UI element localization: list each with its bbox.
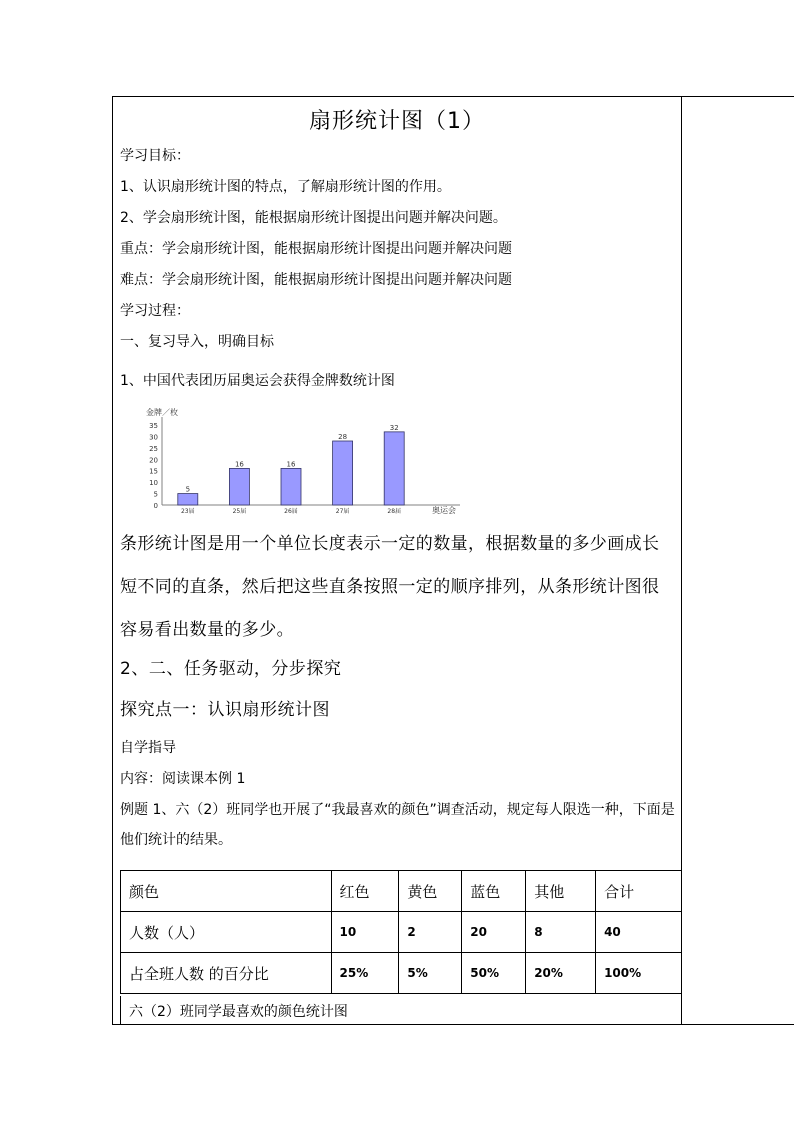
y-tick-label: 30 bbox=[149, 433, 158, 442]
example-text: 例题 1、六（2）班同学也开展了“我最喜欢的颜色”调查活动，规定每人限选一种，下面是他们统计的结果。 bbox=[120, 802, 675, 848]
table-cell: 红色 bbox=[331, 871, 399, 912]
color-survey-table bbox=[120, 870, 682, 994]
gold-medal-bar-chart bbox=[140, 405, 470, 520]
table-cell: 5% bbox=[399, 953, 462, 994]
y-tick-label: 35 bbox=[149, 422, 158, 430]
y-tick-label: 25 bbox=[149, 444, 158, 453]
y-tick-label: 10 bbox=[149, 479, 158, 488]
table-cell: 黄色 bbox=[399, 871, 462, 912]
category-label: 26届 bbox=[284, 508, 298, 515]
table-header-row bbox=[121, 871, 682, 912]
bar bbox=[281, 468, 301, 505]
self-study-heading: 自学指导 bbox=[120, 740, 176, 756]
table-cell: 蓝色 bbox=[462, 871, 526, 912]
pie-chart-caption: 六（2）班同学最喜欢的颜色统计图 bbox=[120, 996, 682, 1025]
table-row bbox=[121, 912, 682, 953]
x-axis-label: 奥运会 bbox=[432, 506, 456, 515]
bar-chart-paragraph: 条形统计图是用一个单位长度表示一定的数量，根据数量的多少画成长短不同的直条，然后把这些直条按照一定的顺序排列，从条形统计图很容易看出数量的多少。 bbox=[120, 534, 660, 640]
category-label: 28届 bbox=[387, 508, 402, 515]
content-line: 内容：阅读课本例 1 bbox=[120, 771, 246, 787]
y-tick-label: 15 bbox=[149, 467, 158, 476]
key-point: 重点：学会扇形统计图，能根据扇形统计图提出问题并解决问题 bbox=[120, 241, 512, 257]
table-cell: 10 bbox=[331, 912, 399, 953]
y-tick-label: 5 bbox=[153, 490, 158, 499]
table-cell: 占全班人数 的百分比 bbox=[121, 953, 332, 994]
category-label: 23届 bbox=[180, 508, 195, 515]
goal-heading: 学习目标： bbox=[120, 148, 190, 164]
item-1: 1、中国代表团历届奥运会获得金牌数统计图 bbox=[120, 373, 395, 389]
table-cell: 100% bbox=[596, 953, 682, 994]
table-cell: 人数（人） bbox=[121, 912, 332, 953]
bar bbox=[178, 494, 198, 505]
bar-value-label: 16 bbox=[234, 460, 244, 469]
bar-value-label: 16 bbox=[286, 460, 296, 469]
bar bbox=[333, 441, 353, 505]
table-cell: 8 bbox=[526, 912, 596, 953]
y-tick-label: 0 bbox=[153, 502, 158, 510]
page-title: 扇形统计图（1） bbox=[309, 109, 485, 134]
table-cell: 颜色 bbox=[121, 871, 332, 912]
bar-value-label: 5 bbox=[185, 485, 191, 494]
difficult-point: 难点：学会扇形统计图，能根据扇形统计图提出问题并解决问题 bbox=[120, 272, 512, 288]
section-1-heading: 一、复习导入，明确目标 bbox=[120, 334, 274, 350]
process-heading: 学习过程： bbox=[120, 303, 190, 319]
table-cell: 20% bbox=[526, 953, 596, 994]
bar bbox=[384, 432, 404, 505]
goal-2: 2、学会扇形统计图，能根据扇形统计图提出问题并解决问题。 bbox=[120, 210, 507, 226]
explore-point-heading: 探究点一：认识扇形统计图 bbox=[120, 700, 330, 720]
table-cell: 合计 bbox=[596, 871, 682, 912]
table-cell: 25% bbox=[331, 953, 399, 994]
section-2-heading: 2、二、任务驱动，分步探究 bbox=[120, 659, 342, 679]
table-cell: 其他 bbox=[526, 871, 596, 912]
goal-1: 1、认识扇形统计图的特点，了解扇形统计图的作用。 bbox=[120, 179, 451, 195]
bar-value-label: 32 bbox=[389, 423, 399, 432]
table-cell: 40 bbox=[596, 912, 682, 953]
table-cell: 2 bbox=[399, 912, 462, 953]
bar-value-label: 28 bbox=[338, 433, 348, 441]
y-tick-label: 20 bbox=[149, 456, 158, 465]
table-cell: 20 bbox=[462, 912, 526, 953]
category-label: 25届 bbox=[232, 508, 247, 515]
table-cell: 50% bbox=[462, 953, 526, 994]
table-row bbox=[121, 953, 682, 994]
category-label: 27届 bbox=[335, 508, 350, 515]
y-axis-label: 金牌／枚 bbox=[146, 408, 178, 417]
side-column bbox=[681, 96, 794, 1025]
bar bbox=[229, 468, 249, 505]
